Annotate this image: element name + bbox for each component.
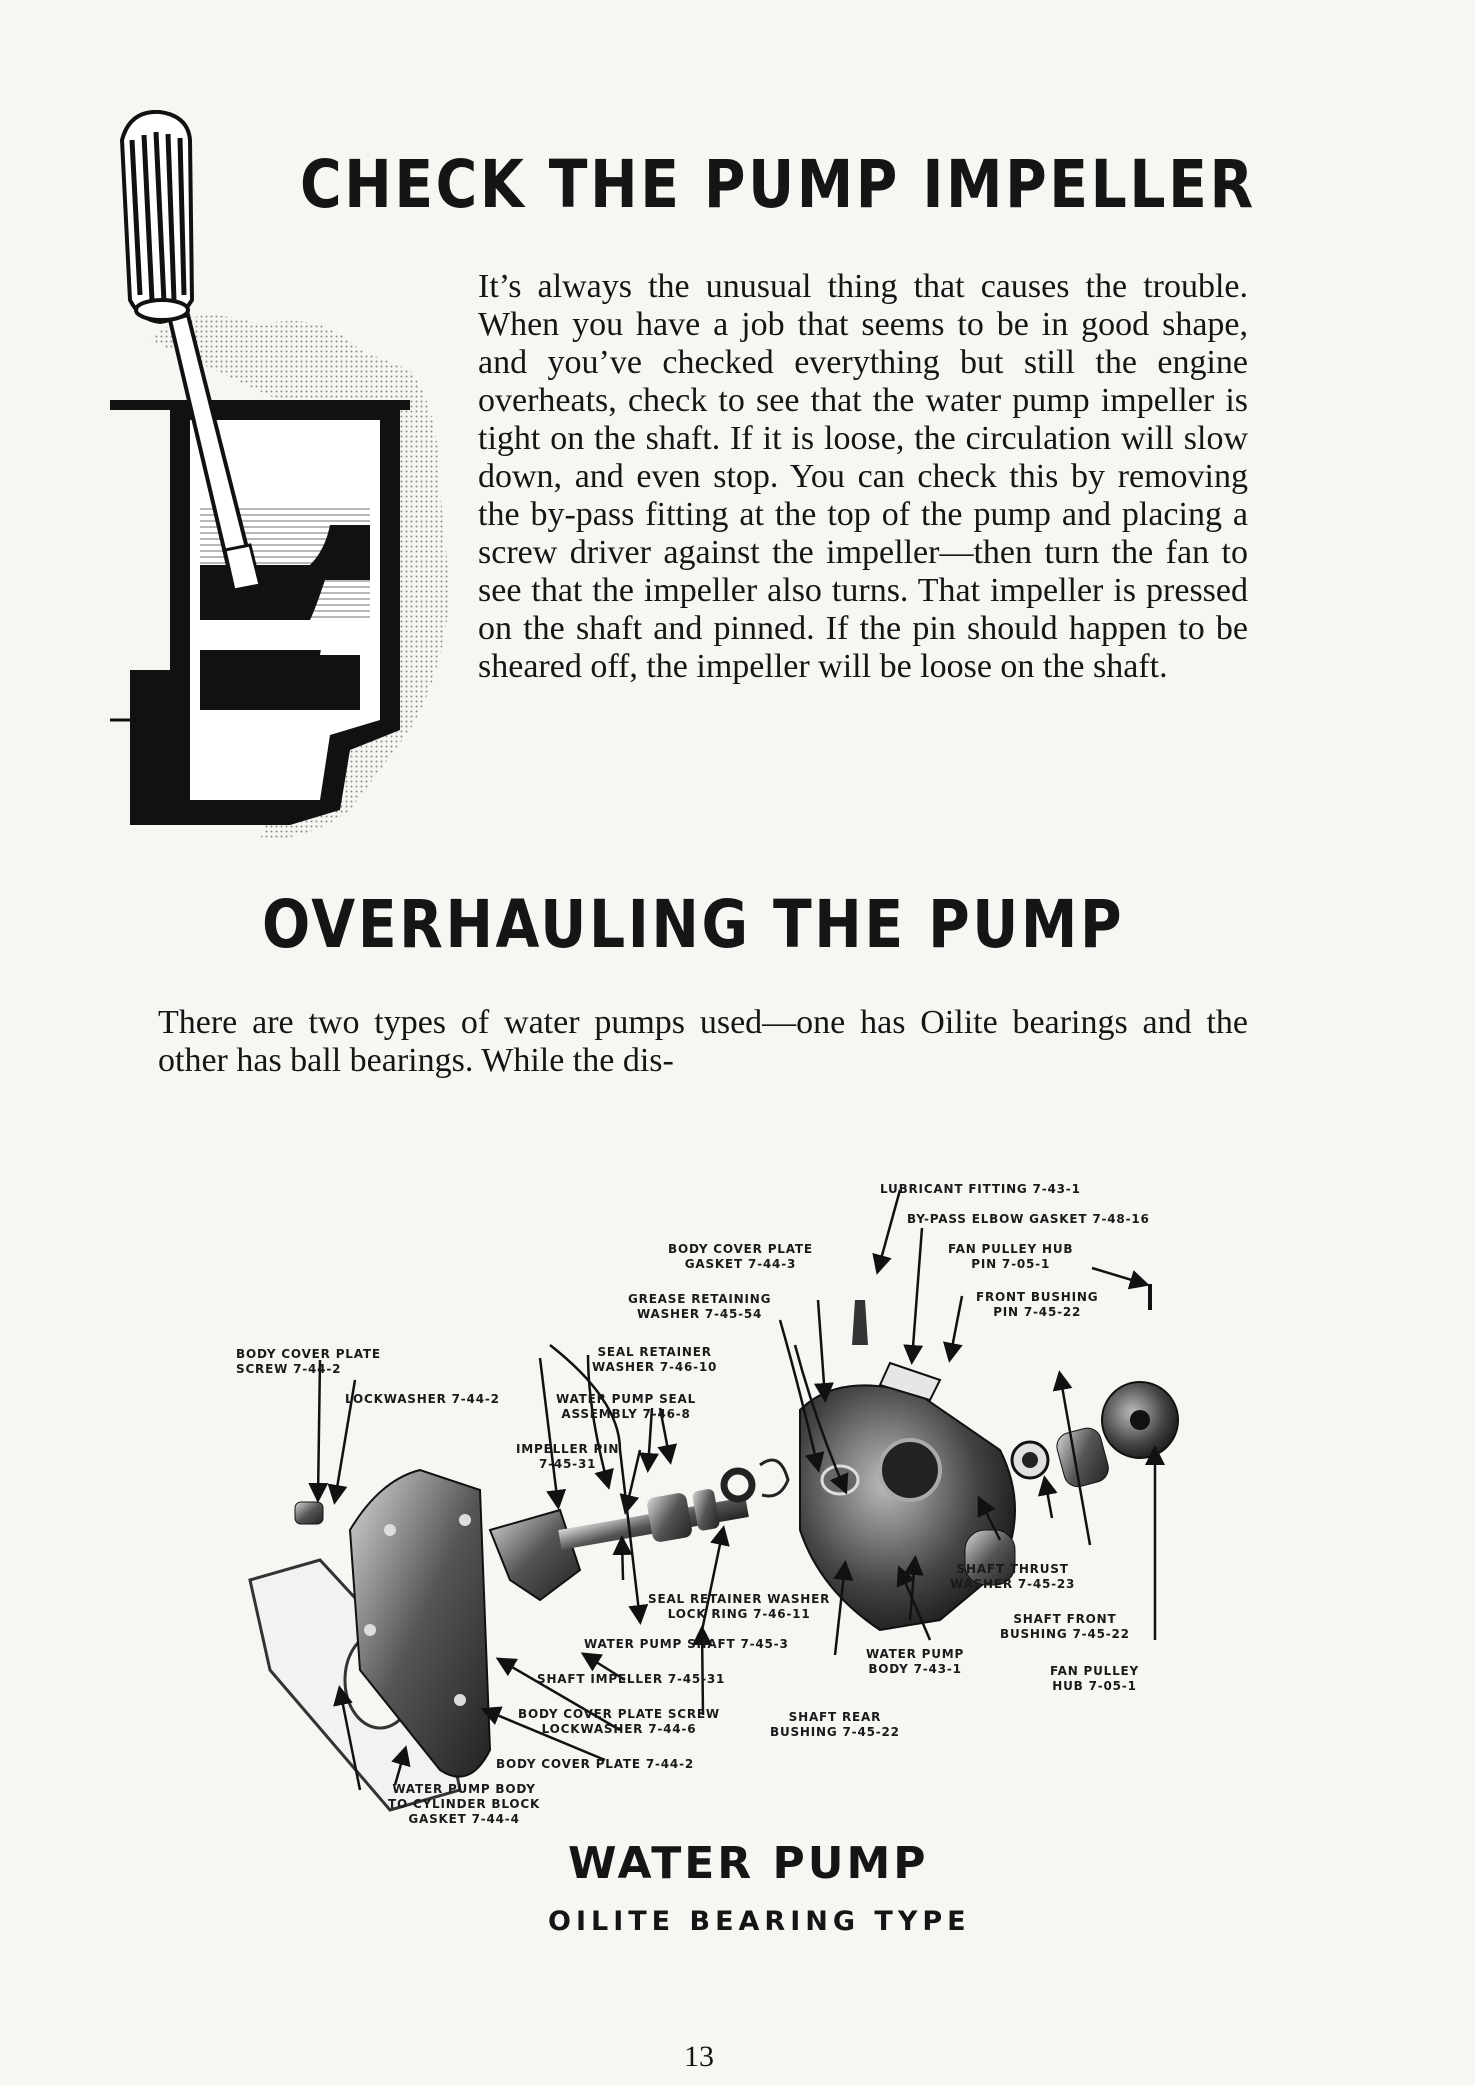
label-body-cover-plate-screw-lockwasher: BODY COVER PLATE SCREW LOCKWASHER 7-44-6 bbox=[518, 1707, 720, 1736]
label-shaft-front-bushing: SHAFT FRONT BUSHING 7-45-22 bbox=[1000, 1612, 1130, 1641]
label-shaft-impeller: SHAFT IMPELLER 7-45-31 bbox=[537, 1672, 726, 1686]
label-water-pump-shaft: WATER PUMP SHAFT 7-45-3 bbox=[584, 1637, 789, 1651]
label-front-bushing-pin: FRONT BUSHING PIN 7-45-22 bbox=[976, 1290, 1099, 1319]
label-bypass-elbow-gasket: BY-PASS ELBOW GASKET 7-48-16 bbox=[907, 1212, 1150, 1226]
check-impeller-paragraph: It’s always the unusual thing that causes the trouble. When you have a job that seems to be in good shape, and you’ve checked everything but still the engine overheats, check to see that the water pump impeller is tight on the shaft. If it is loose, the circulation will slow down, and even stop. You can check this by removing the by-pass fitting at the top of the pump and placing a screw driver against the impeller—then turn the fan to see that the impeller also turns. That impeller is pressed on the shaft and pinned. If the pin should happen to be sheared off, the impeller will be loose on the shaft. bbox=[478, 268, 1248, 685]
check-impeller-heading: CHECK THE PUMP IMPELLER bbox=[300, 146, 1256, 223]
label-lubricant-fitting: LUBRICANT FITTING 7-43-1 bbox=[880, 1182, 1081, 1196]
overhauling-heading: OVERHAULING THE PUMP bbox=[262, 886, 1125, 963]
label-lockwasher: LOCKWASHER 7-44-2 bbox=[345, 1392, 500, 1406]
page-number: 13 bbox=[684, 2040, 714, 2073]
label-seal-retainer-washer-lock-ring: SEAL RETAINER WASHER LOCK RING 7-46-11 bbox=[648, 1592, 831, 1621]
label-seal-retainer-washer: SEAL RETAINER WASHER 7-46-10 bbox=[592, 1345, 718, 1374]
label-body-cover-plate-screw: BODY COVER PLATE SCREW 7-44-2 bbox=[236, 1347, 381, 1376]
diagram-caption-title: WATER PUMP bbox=[568, 1838, 929, 1889]
label-body-cover-plate-gasket: BODY COVER PLATE GASKET 7-44-3 bbox=[668, 1242, 813, 1271]
label-fan-pulley-hub: FAN PULLEY HUB 7-05-1 bbox=[1050, 1664, 1140, 1693]
label-water-pump-body: WATER PUMP BODY 7-43-1 bbox=[866, 1647, 965, 1676]
label-grease-retaining-washer: GREASE RETAINING WASHER 7-45-54 bbox=[628, 1292, 772, 1321]
label-body-cover-plate: BODY COVER PLATE 7-44-2 bbox=[496, 1757, 695, 1771]
diagram-caption-subtitle: OILITE BEARING TYPE bbox=[548, 1906, 971, 1937]
label-body-to-block-gasket: WATER PUMP BODY TO CYLINDER BLOCK GASKET 7-44-4 bbox=[388, 1782, 541, 1826]
overhauling-paragraph: There are two types of water pumps used—one has Oilite bearings and the other has ball bearings. While the dis- bbox=[158, 1004, 1248, 1079]
label-shaft-rear-bushing: SHAFT REAR BUSHING 7-45-22 bbox=[770, 1710, 900, 1739]
label-fan-pulley-hub-pin: FAN PULLEY HUB PIN 7-05-1 bbox=[948, 1242, 1074, 1271]
label-water-pump-seal-assembly: WATER PUMP SEAL ASSEMBLY 7-46-8 bbox=[556, 1392, 697, 1421]
label-shaft-thrust-washer: SHAFT THRUST WASHER 7-45-23 bbox=[950, 1562, 1076, 1591]
label-impeller-pin: IMPELLER PIN 7-45-31 bbox=[516, 1442, 620, 1471]
